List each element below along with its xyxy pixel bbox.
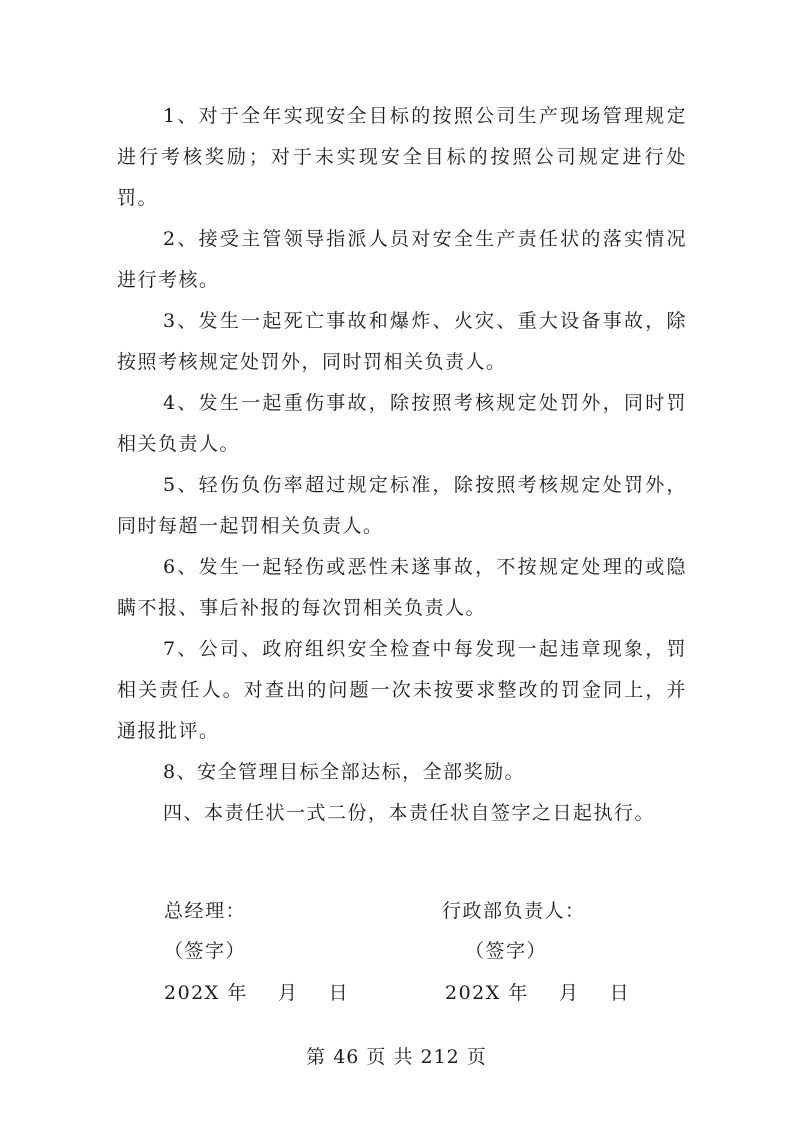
- clause-1: 1、对于全年实现安全目标的按照公司生产现场管理规定进行考核奖励；对于未实现安全目标的按照公司规定进行处罚。: [117, 105, 687, 209]
- right-signature-line: （签字）: [465, 940, 548, 962]
- clause-2: 2、接受主管领导指派人员对安全生产责任状的落实情况进行考核。: [117, 228, 687, 291]
- left-signatory-title: 总经理：: [164, 900, 247, 922]
- left-signature-line: （签字）: [164, 940, 247, 962]
- section-four: 四、本责任状一式二份，本责任状自签字之日起执行。: [163, 802, 656, 824]
- clause-6: 6、发生一起轻伤或恶性未遂事故，不按规定处理的或隐瞒不报、事后补报的每次罚相关负责人。: [117, 556, 687, 619]
- clause-4: 4、发生一起重伤事故，除按照考核规定处罚外，同时罚相关负责人。: [117, 392, 687, 455]
- right-signatory-title: 行政部负责人：: [442, 900, 586, 922]
- clause-3: 3、发生一起死亡事故和爆炸、火灾、重大设备事故，除按照考核规定处罚外，同时罚相关负责人。: [117, 310, 687, 373]
- right-signature-date: 202X 年 月 日: [445, 982, 631, 1004]
- clause-7: 7、公司、政府组织安全检查中每发现一起违章现象，罚相关责任人。对查出的问题一次未按要求整改的罚金同上，并通报批评。: [117, 638, 687, 742]
- clause-8: 8、安全管理目标全部达标，全部奖励。: [163, 761, 526, 783]
- document-body: [117, 96, 687, 834]
- clause-5: 5、轻伤负伤率超过规定标准，除按照考核规定处罚外，同时每超一起罚相关负责人。: [117, 474, 687, 537]
- left-signature-date: 202X 年 月 日: [164, 982, 350, 1004]
- page-number: 第 46 页 共 212 页: [306, 1046, 487, 1068]
